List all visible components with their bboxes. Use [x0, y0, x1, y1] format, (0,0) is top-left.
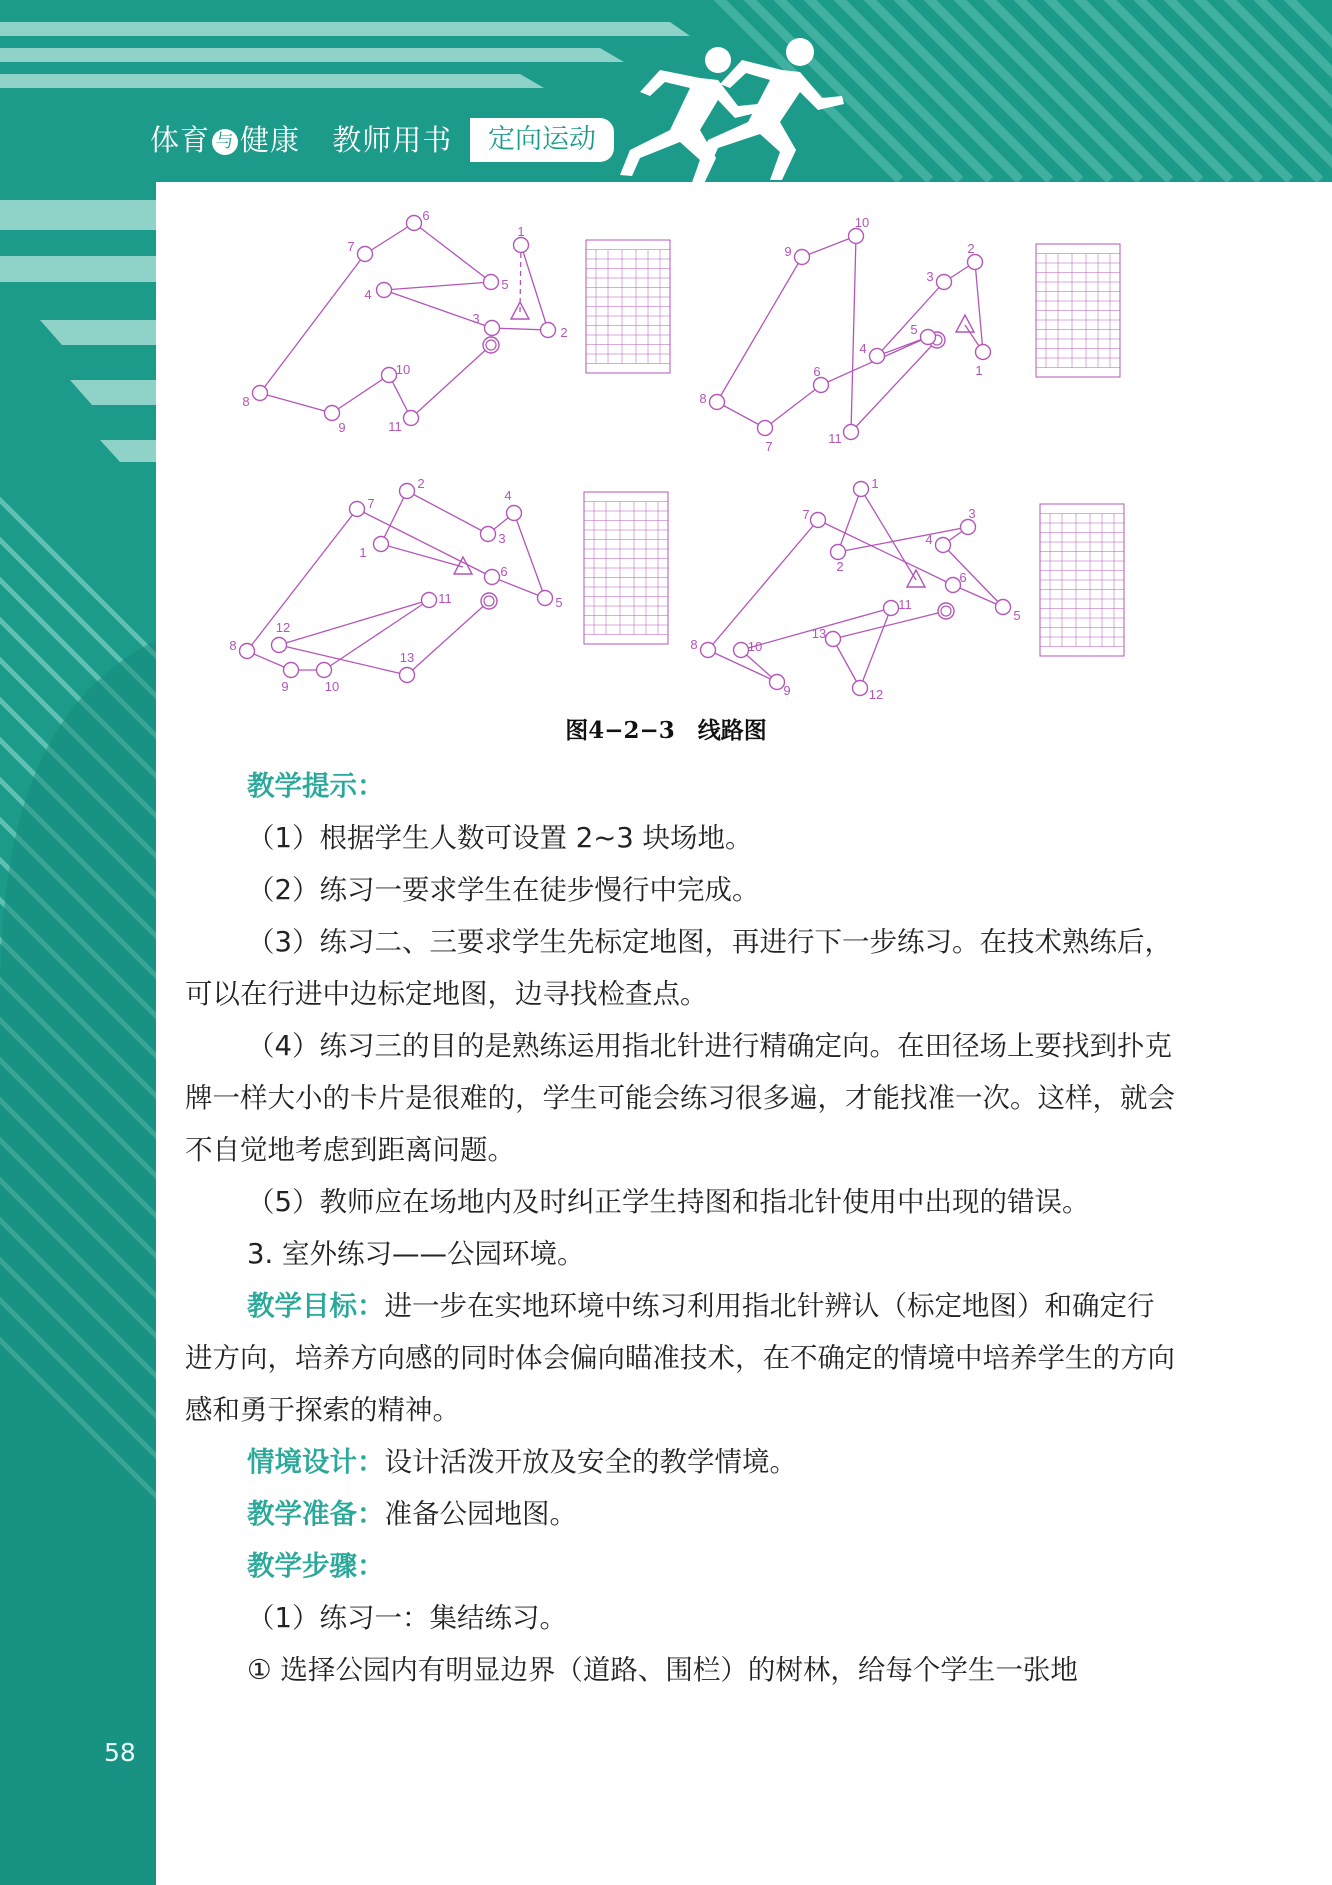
control-circle	[976, 345, 991, 360]
control-number: 2	[560, 325, 568, 340]
control-circle	[240, 644, 255, 659]
control-circle	[814, 378, 829, 393]
control-number: 3	[498, 531, 506, 546]
control-circle	[884, 601, 899, 616]
route-leg	[838, 489, 861, 552]
control-circle	[870, 349, 885, 364]
control-circle	[844, 425, 859, 440]
control-circle	[996, 600, 1011, 615]
route-leg	[975, 262, 983, 352]
route-leg	[708, 520, 818, 650]
control-circle	[770, 675, 785, 690]
control-number: 9	[784, 244, 792, 259]
control-number: 3	[926, 269, 934, 284]
control-number: 2	[836, 559, 844, 574]
chapter-tag: 定向运动	[470, 118, 614, 162]
control-circle	[484, 275, 499, 290]
control-number: 1	[359, 545, 367, 560]
control-circle	[538, 591, 553, 606]
control-number: 1	[975, 363, 983, 378]
tip-2: （2）练习一要求学生在徒步慢行中完成。	[247, 874, 760, 906]
book-title-part1: 体育	[150, 123, 211, 157]
control-number: 9	[281, 679, 289, 694]
control-circle	[701, 643, 716, 658]
control-circle	[507, 506, 522, 521]
control-number: 8	[690, 637, 698, 652]
finish-outer-circle	[483, 337, 499, 353]
control-circle	[374, 537, 389, 552]
body-text	[185, 760, 1177, 1696]
control-circle	[811, 513, 826, 528]
route-leg	[717, 257, 802, 402]
control-number: 3	[968, 506, 976, 521]
control-number: 12	[275, 620, 291, 635]
control-number: 4	[859, 341, 867, 356]
control-circle	[854, 482, 869, 497]
route-leg	[332, 375, 389, 413]
control-circle	[734, 643, 749, 658]
control-circle	[961, 520, 976, 535]
teaching-goal: 教学目标：进一步在实地环境中练习利用指北针辨认（标定地图）和确定行进方向，培养方向感的同时体会偏向瞄准技术，在不确定的情境中培养学生的方向感和勇于探索的精神。	[185, 1290, 1175, 1426]
control-number: 7	[367, 496, 375, 511]
control-circle	[541, 323, 556, 338]
route-leg	[260, 254, 365, 393]
control-number: 11	[438, 591, 452, 606]
control-number: 10	[747, 639, 763, 654]
tip-5: （5）教师应在场地内及时纠正学生持图和指北针使用中出现的错误。	[247, 1186, 1090, 1218]
control-circle	[272, 638, 287, 653]
control-circle	[485, 570, 500, 585]
control-number: 4	[364, 287, 372, 302]
control-circle	[404, 411, 419, 426]
control-circle	[481, 527, 496, 542]
tips-heading: 教学提示：	[247, 770, 385, 802]
control-number: 13	[399, 650, 415, 665]
book-title-part2: 健康	[240, 123, 301, 157]
route-maps-figure	[0, 0, 1332, 720]
control-circle	[946, 578, 961, 593]
route-leg	[407, 601, 489, 675]
route-leg	[833, 639, 860, 688]
control-circle	[400, 668, 415, 683]
control-number: 8	[242, 394, 250, 409]
section-3-heading: 3. 室外练习——公园环境。	[247, 1238, 585, 1270]
control-circle	[382, 368, 397, 383]
route-leg	[411, 345, 491, 418]
route-leg	[381, 491, 407, 544]
control-number: 1	[517, 224, 525, 239]
control-circle	[377, 283, 392, 298]
control-circle	[358, 247, 373, 262]
start-triangle	[907, 570, 925, 587]
control-number: 11	[388, 419, 402, 434]
control-circle	[853, 681, 868, 696]
control-circle	[284, 663, 299, 678]
tip-3: （3）练习二、三要求学生先标定地图，再进行下一步练习。在技术熟练后，可以在行进中边标定地图，边寻找检查点。	[185, 926, 1172, 1010]
route-leg	[492, 577, 545, 598]
control-number: 2	[967, 241, 975, 256]
control-number: 6	[422, 208, 430, 223]
step-1a: ① 选择公园内有明显边界（道路、围栏）的树林，给每个学生一张地	[247, 1654, 1078, 1686]
control-circle	[407, 216, 422, 231]
control-number: 12	[868, 687, 884, 702]
route-leg	[414, 223, 491, 282]
route-leg	[365, 223, 414, 254]
control-circle	[795, 250, 810, 265]
control-number: 4	[925, 532, 933, 547]
control-circle	[936, 538, 951, 553]
control-circle	[758, 421, 773, 436]
control-number: 9	[338, 420, 346, 435]
control-number: 10	[854, 215, 870, 230]
page-number: 58	[104, 1738, 136, 1767]
control-number: 6	[959, 570, 967, 585]
route-leg	[802, 236, 856, 257]
route-leg	[765, 385, 821, 428]
control-circle	[710, 395, 725, 410]
route-leg	[514, 513, 545, 598]
tip-4: （4）练习三的目的是熟练运用指北针进行精确定向。在田径场上要找到扑克牌一样大小的卡片是很难的，学生可能会练习很多遍，才能找准一次。这样，就会不自觉地考虑到距离问题。	[185, 1030, 1175, 1166]
figure-caption: 图4−2−3 线路图	[565, 717, 767, 744]
control-number: 2	[417, 476, 425, 491]
route-leg	[247, 509, 357, 651]
control-number: 11	[898, 597, 912, 612]
control-number: 7	[347, 239, 355, 254]
scene-design: 情境设计：设计活泼开放及安全的教学情境。	[247, 1446, 797, 1478]
steps-heading: 教学步骤：	[247, 1550, 385, 1582]
control-circle	[937, 275, 952, 290]
control-circle	[921, 330, 936, 345]
control-number: 6	[813, 364, 821, 379]
route-leg	[851, 236, 856, 432]
control-number: 8	[229, 638, 237, 653]
control-number: 7	[765, 439, 773, 454]
control-number: 10	[324, 679, 340, 694]
control-circle	[422, 593, 437, 608]
control-circle	[325, 406, 340, 421]
control-number: 11	[828, 431, 842, 446]
control-number: 5	[1013, 608, 1021, 623]
control-number: 5	[555, 595, 563, 610]
control-circle	[253, 386, 268, 401]
control-circle	[831, 545, 846, 560]
control-number: 9	[783, 683, 791, 698]
control-number: 13	[811, 626, 827, 641]
control-circle	[849, 229, 864, 244]
control-circle	[514, 238, 529, 253]
control-number: 5	[501, 277, 509, 292]
control-circle	[485, 321, 500, 336]
route-leg	[260, 393, 332, 413]
route-leg	[492, 328, 548, 330]
control-number: 5	[910, 322, 918, 337]
start-triangle	[956, 315, 974, 332]
control-circle	[968, 255, 983, 270]
control-number: 4	[504, 488, 512, 503]
control-number: 6	[500, 564, 508, 579]
route-leg	[861, 489, 916, 580]
control-circle	[400, 484, 415, 499]
book-subtitle: 教师用书	[332, 123, 453, 157]
control-circle	[350, 502, 365, 517]
control-number: 1	[871, 476, 879, 491]
control-circle	[317, 663, 332, 678]
route-leg	[521, 245, 548, 330]
route-leg	[860, 608, 891, 688]
route-leg	[407, 491, 488, 534]
control-number: 7	[802, 507, 810, 522]
control-number: 3	[472, 311, 480, 326]
control-number: 8	[699, 391, 707, 406]
route-leg	[384, 282, 491, 290]
step-1: （1）练习一：集结练习。	[247, 1602, 567, 1634]
control-number: 10	[395, 362, 411, 377]
route-leg	[279, 600, 429, 645]
route-leg	[943, 545, 1003, 607]
yu-badge: 与	[212, 129, 238, 155]
control-circle	[826, 632, 841, 647]
teaching-prep: 教学准备：准备公园地图。	[247, 1498, 577, 1530]
tip-1: （1）根据学生人数可设置 2~3 块场地。	[247, 822, 753, 854]
